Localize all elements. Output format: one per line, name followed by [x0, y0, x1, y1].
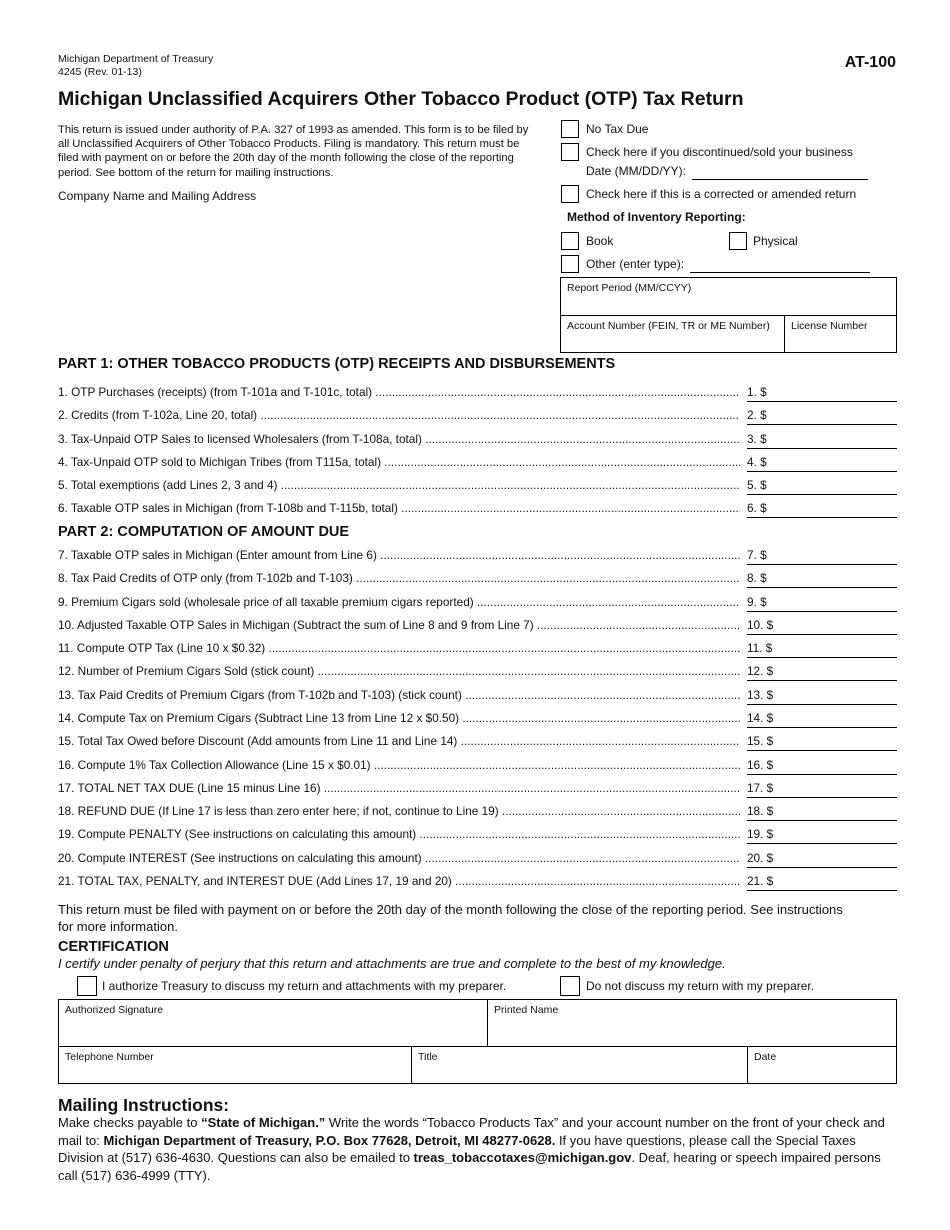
discontinued-date-label: Date (MM/DD/YY):: [586, 164, 687, 178]
line-amount-field[interactable]: 11. $: [747, 641, 897, 658]
physical-checkbox[interactable]: [729, 232, 747, 250]
form-number: 4245 (Rev. 01-13): [58, 66, 142, 78]
date-label: Date: [754, 1051, 777, 1063]
mailing-text-3: If you have questions, please call the Special Taxes Division at (517) 636-4630. Questions can also be emailed to: [58, 1132, 856, 1165]
other-label: Other (enter type):: [586, 257, 685, 271]
line-amount-field[interactable]: 4. $: [747, 455, 897, 472]
telephone-label: Telephone Number: [65, 1051, 154, 1063]
line-row: [58, 478, 896, 496]
line-amount-field[interactable]: 13. $: [747, 688, 897, 705]
amended-label: Check here if this is a corrected or amended return: [586, 187, 857, 201]
mailing-text-4: . Deaf, hearing or speech impaired persons call (517) 636-4999 (TTY).: [58, 1150, 881, 1183]
line-description: 9. Premium Cigars sold (wholesale price of all taxable premium cigars reported) .....: [58, 595, 740, 609]
mailing-payee: “State of Michigan.”: [201, 1115, 326, 1130]
title-label: Title: [418, 1051, 438, 1063]
line-amount-field[interactable]: 8. $: [747, 571, 897, 588]
company-address-field[interactable]: [58, 206, 548, 346]
license-number-field[interactable]: [784, 315, 897, 353]
license-number-label: License Number: [791, 320, 868, 332]
department-name: Michigan Department of Treasury: [58, 53, 214, 65]
mailing-instructions: [58, 1114, 903, 1184]
book-label: Book: [586, 234, 614, 248]
line-amount-field[interactable]: 21. $: [747, 874, 897, 891]
discontinued-label: Check here if you discontinued/sold your business: [586, 145, 853, 159]
line-amount-field[interactable]: 2. $: [747, 408, 897, 425]
date-field[interactable]: [747, 1046, 897, 1084]
line-amount-field[interactable]: 17. $: [747, 781, 897, 798]
mailing-address: Michigan Department of Treasury, P.O. Box 77628, Detroit, MI 48277-0628.: [103, 1132, 556, 1148]
authorized-signature-field[interactable]: [58, 999, 488, 1047]
telephone-field[interactable]: [58, 1046, 412, 1084]
line-description: 14. Compute Tax on Premium Cigars (Subtract Line 13 from Line 12 x $0.50) .....: [58, 711, 740, 725]
line-row: [58, 734, 896, 752]
other-type-field[interactable]: [690, 272, 870, 273]
line-description: 2. Credits (from T-102a, Line 20, total) .....: [58, 408, 740, 422]
line-description: 10. Adjusted Taxable OTP Sales in Michigan (Subtract the sum of Line 8 and 9 from Line 7) .....: [58, 618, 740, 632]
line-description: 12. Number of Premium Cigars Sold (stick count) .....: [58, 664, 740, 678]
line-row: [58, 688, 896, 706]
certification-heading: CERTIFICATION: [58, 939, 169, 955]
line-row: [58, 618, 896, 636]
line-row: [58, 851, 896, 869]
line-description: 18. REFUND DUE (If Line 17 is less than zero enter here; if not, continue to Line 19) .....: [58, 804, 740, 818]
line-description: 17. TOTAL NET TAX DUE (Line 15 minus Line 16) .....: [58, 781, 740, 795]
line-row: [58, 804, 896, 822]
line-row: [58, 548, 896, 566]
line-description: 19. Compute PENALTY (See instructions on calculating this amount) .....: [58, 827, 740, 841]
line-row: [58, 571, 896, 589]
printed-name-label: Printed Name: [494, 1004, 559, 1016]
line-row: [58, 432, 896, 450]
line-row: [58, 385, 896, 403]
line-description: 3. Tax-Unpaid OTP Sales to licensed Wholesalers (from T-108a, total) .....: [58, 432, 740, 446]
line-row: [58, 408, 896, 426]
line-description: 5. Total exemptions (add Lines 2, 3 and 4) .....: [58, 478, 740, 492]
report-period-field[interactable]: [560, 277, 897, 316]
line-amount-field[interactable]: 19. $: [747, 827, 897, 844]
inventory-heading: Method of Inventory Reporting:: [567, 210, 746, 224]
line-amount-field[interactable]: 14. $: [747, 711, 897, 728]
part2-heading: PART 2: COMPUTATION OF AMOUNT DUE: [58, 524, 350, 540]
mailing-email[interactable]: treas_tobaccotaxes@michigan.gov: [413, 1150, 632, 1165]
line-description: 15. Total Tax Owed before Discount (Add amounts from Line 11 and Line 14) .....: [58, 734, 740, 748]
discontinued-checkbox[interactable]: [561, 143, 579, 161]
line-amount-field[interactable]: 10. $: [747, 618, 897, 635]
filing-note: This return must be filed with payment on or before the 20th day of the month following the close of the reporting period. See instructions for more information.: [58, 902, 843, 934]
form-code: AT-100: [844, 54, 896, 71]
line-row: [58, 641, 896, 659]
line-amount-field[interactable]: 9. $: [747, 595, 897, 612]
line-amount-field[interactable]: 20. $: [747, 851, 897, 868]
line-description: 4. Tax-Unpaid OTP sold to Michigan Tribes (from T115a, total) .....: [58, 455, 740, 469]
line-amount-field[interactable]: 18. $: [747, 804, 897, 821]
line-description: 13. Tax Paid Credits of Premium Cigars (from T-102b and T-103) (stick count) .....: [58, 688, 740, 702]
do-not-discuss-checkbox[interactable]: [560, 976, 580, 996]
amended-checkbox[interactable]: [561, 185, 579, 203]
line-amount-field[interactable]: 16. $: [747, 758, 897, 775]
line-row: [58, 758, 896, 776]
other-checkbox[interactable]: [561, 255, 579, 273]
line-amount-field[interactable]: 3. $: [747, 432, 897, 449]
no-tax-due-label: No Tax Due: [586, 122, 649, 136]
mailing-text-1: Make checks payable to: [58, 1115, 202, 1130]
line-row: [58, 781, 896, 799]
line-description: 8. Tax Paid Credits of OTP only (from T-102b and T-103) .....: [58, 571, 740, 585]
printed-name-field[interactable]: [487, 999, 897, 1047]
part1-heading: PART 1: OTHER TOBACCO PRODUCTS (OTP) RECEIPTS AND DISBURSEMENTS: [58, 356, 616, 372]
line-amount-field[interactable]: 7. $: [747, 548, 897, 565]
authorize-preparer-label: I authorize Treasury to discuss my return and attachments with my preparer.: [102, 979, 507, 993]
line-amount-field[interactable]: 15. $: [747, 734, 897, 751]
line-row: [58, 711, 896, 729]
line-row: [58, 501, 896, 519]
mailing-text-2: Write the words “Tobacco Products Tax” and your account number on the front of your check and mail to:: [58, 1115, 885, 1148]
line-row: [58, 455, 896, 473]
line-amount-field[interactable]: 6. $: [747, 501, 897, 518]
book-checkbox[interactable]: [561, 232, 579, 250]
page-title: Michigan Unclassified Acquirers Other Tobacco Product (OTP) Tax Return: [58, 88, 744, 110]
line-description: 6. Taxable OTP sales in Michigan (from T-108b and T-115b, total) .....: [58, 501, 740, 515]
line-amount-field[interactable]: 5. $: [747, 478, 897, 495]
discontinued-date-field[interactable]: [692, 179, 868, 180]
authorize-preparer-checkbox[interactable]: [77, 976, 97, 996]
line-description: 1. OTP Purchases (receipts) (from T-101a and T-101c, total) .....: [58, 385, 740, 399]
intro-text: This return is issued under authority of P.A. 327 of 1993 as amended. This form is to be filed by all Unclassified Acquirers of Other Tobacco Products. Filing is mandatory. This return must be filed with payment on or before the 20th day of the month following the close of the reporting period. See bottom of the return for mailing instructions.: [58, 124, 529, 179]
title-field[interactable]: [411, 1046, 748, 1084]
line-row: [58, 874, 896, 892]
no-tax-due-checkbox[interactable]: [561, 120, 579, 138]
mailing-heading: Mailing Instructions:: [58, 1095, 230, 1115]
account-number-field[interactable]: [560, 315, 785, 353]
certification-statement: I certify under penalty of perjury that this return and attachments are true and complete to the best of my knowledge.: [58, 956, 726, 971]
line-row: [58, 827, 896, 845]
authorized-signature-label: Authorized Signature: [65, 1004, 164, 1016]
report-period-label: Report Period (MM/CCYY): [567, 282, 692, 294]
line-row: [58, 664, 896, 682]
physical-label: Physical: [753, 234, 798, 248]
line-amount-field[interactable]: 1. $: [747, 385, 897, 402]
line-description: 7. Taxable OTP sales in Michigan (Enter amount from Line 6) .....: [58, 548, 740, 562]
line-row: [58, 595, 896, 613]
account-number-label: Account Number (FEIN, TR or ME Number): [567, 320, 770, 332]
company-label: Company Name and Mailing Address: [58, 189, 257, 203]
line-description: 16. Compute 1% Tax Collection Allowance (Line 15 x $0.01) .....: [58, 758, 740, 772]
line-amount-field[interactable]: 12. $: [747, 664, 897, 681]
line-description: 21. TOTAL TAX, PENALTY, and INTEREST DUE (Add Lines 17, 19 and 20) .....: [58, 874, 740, 888]
line-description: 11. Compute OTP Tax (Line 10 x $0.32) .....: [58, 641, 740, 655]
do-not-discuss-label: Do not discuss my return with my preparer.: [586, 979, 815, 993]
line-description: 20. Compute INTEREST (See instructions on calculating this amount) .....: [58, 851, 740, 865]
